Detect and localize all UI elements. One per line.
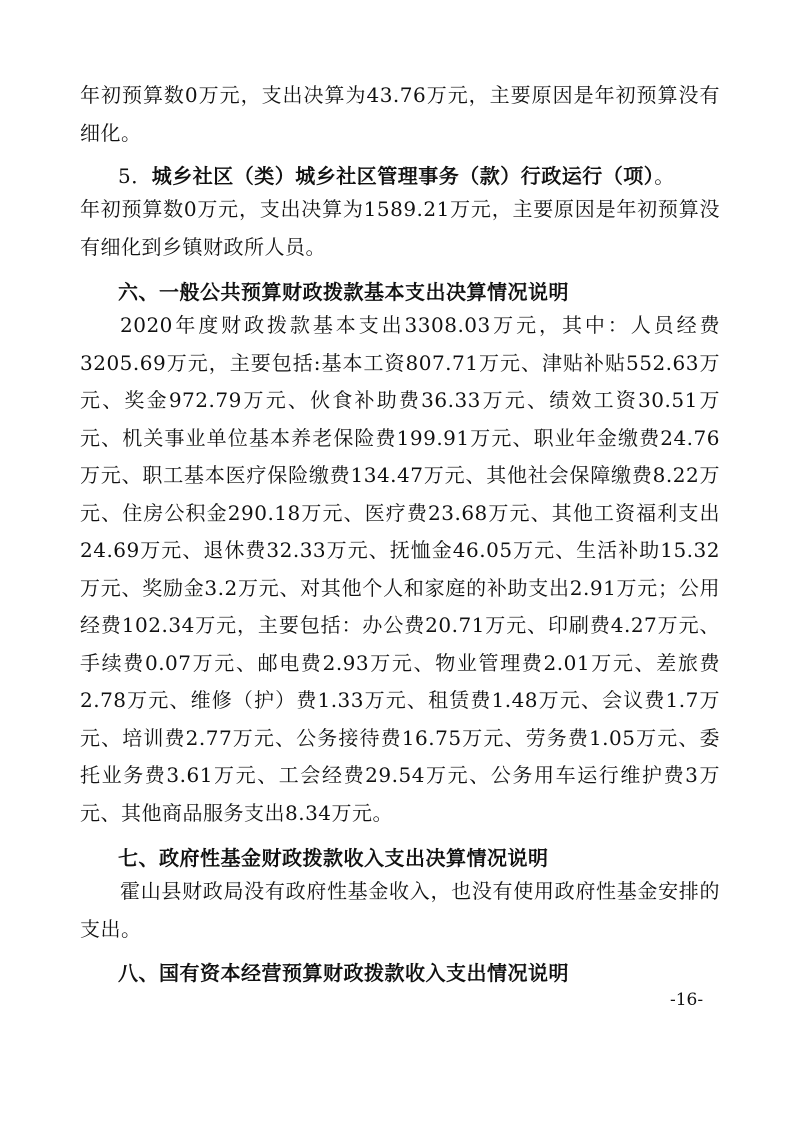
item-5-title <box>118 160 675 189</box>
paragraph-government-fund: 霍山县财政局没有政府性基金收入，也没有使用政府性基金安排的支出。 <box>80 879 720 941</box>
item-5-number: 5． <box>118 164 152 188</box>
paragraph-admin-operation: 年初预算数0万元，支出决算为1589.21万元，主要原因是年初预算没有细化到乡镇财政所人员。 <box>80 197 720 259</box>
paragraph-budget-note: 年初预算数0万元，支出决算为43.76万元，主要原因是年初预算没有细化。 <box>80 83 720 145</box>
item-5-end: 。 <box>654 164 675 188</box>
section-heading-8: 八、国有资本经营预算财政拨款收入支出情况说明 <box>118 961 569 985</box>
section-heading-6: 六、一般公共预算财政拨款基本支出决算情况说明 <box>118 280 569 304</box>
section-heading-7: 七、政府性基金财政拨款收入支出决算情况说明 <box>118 846 549 870</box>
item-5-heading: 城乡社区（类）城乡社区管理事务（款）行政运行（项） <box>151 164 655 188</box>
paragraph-basic-expenditure: 2020年度财政拨款基本支出3308.03万元，其中：人员经费3205.69万元，主要包括:基本工资807.71万元、津贴补贴552.63万元、奖金972.79万元、伙食补助费36.33万元、绩效工资30.51万元、机关事业单位基本养老保险费199.91万元、职业年金缴费24.76万元、职工基本医疗保险缴费134.47万元、其他社会保障缴费8.22万元、住房公积金290.18万元、医疗费23.68万元、其他工资福利支出24.69万元、退休费32.33万元、抚恤金46.05万元、生活补助15.32万元、奖励金3.2万元、对其他个人和家庭的补助支出2.91万元；公用经费102.34万元，主要包括：办公费20.71万元、印刷费4.27万元、手续费0.07万元、邮电费2.93万元、物业管理费2.01万元、差旅费2.78万元、维修（护）费1.33万元、租赁费1.48万元、会议费1.7万元、培训费2.77万元、公务接待费16.75万元、劳务费1.05万元、委托业务费3.61万元、工会经费29.54万元、公务用车运行维护费3万元、其他商品服务支出8.34万元。 <box>80 313 720 825</box>
page-number: -16- <box>670 990 704 1010</box>
